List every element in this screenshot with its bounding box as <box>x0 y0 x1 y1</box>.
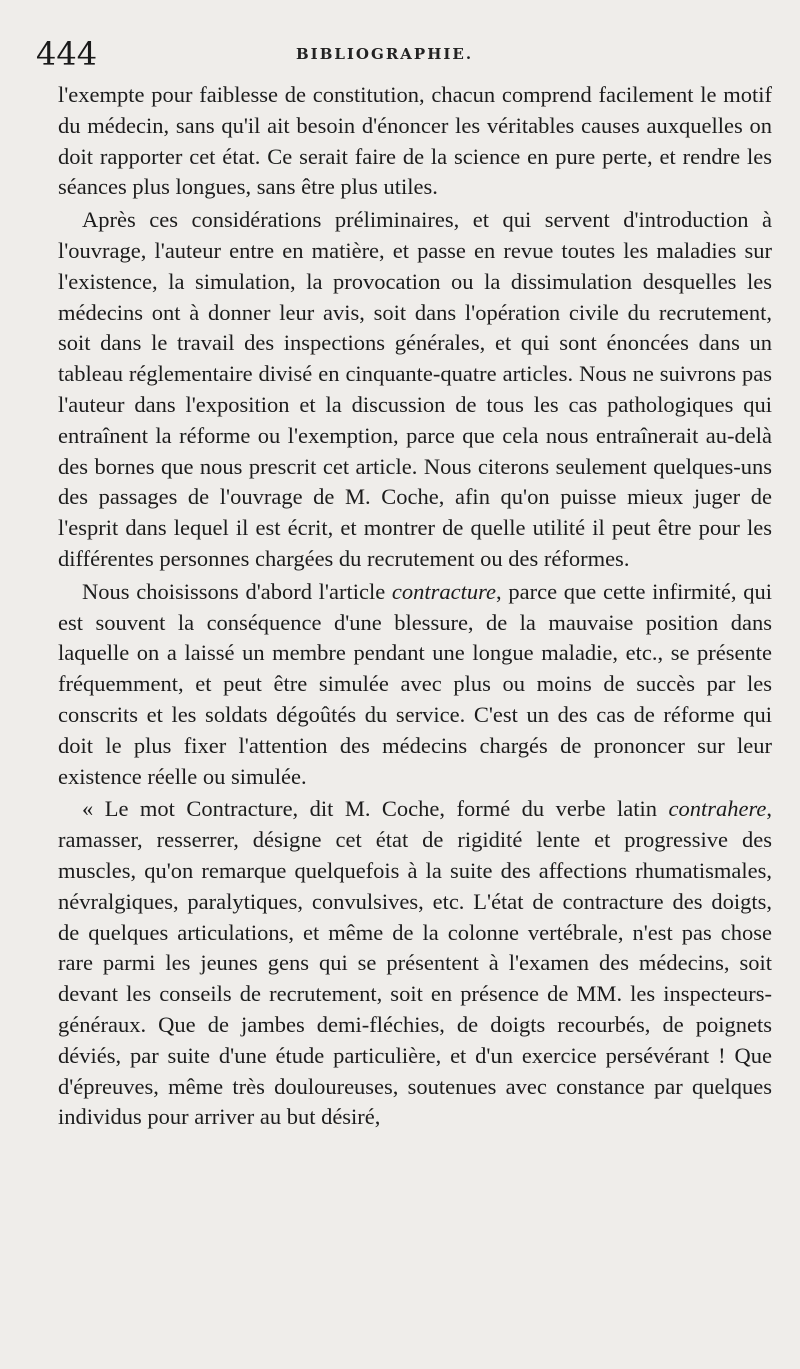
paragraph-text-before: « Le mot Contracture, dit M. Coche, formé du verbe latin <box>82 796 669 822</box>
paragraph-ouvrage-overview: Après ces considérations préliminaires, et qui servent d'introduction à l'ouvrage, l'auteur entre en matière, et passe en revue toutes les maladies sur l'existence, la simulation, la provocation ou la dissimulation desquelles les médecins ont à donner leur avis, soit dans l'opération civile du recrutement, soit dans le travail des inspections générales, et qui sont énoncées dans un tableau réglementaire divisé en cinquante-quatre articles. Nous ne suivrons pas l'auteur dans l'exposition et la discussion de tous les cas pathologiques qui entraînent la réforme ou l'exemption, parce que cela nous entraînerait au-delà des bornes que nous prescrit cet article. Nous citerons seulement quelques-uns des passages de l'ouvrage de M. Coche, afin qu'on puisse mieux juger de l'esprit dans lequel il est écrit, et montrer de quelle utilité il peut être pour les différentes personnes chargées du recrutement ou des réformes. <box>58 207 772 571</box>
emphasis-term: contrahere <box>668 796 767 822</box>
body-text <box>58 80 772 1133</box>
page-number: 444 <box>36 35 98 73</box>
emphasis-term: contracture <box>391 578 497 604</box>
paragraph-text-after: , ramasser, resserrer, désigne cet état de rigidité lente et progressive des muscles, qu'on remarque quelquefois à la suite des affections rhumatismales, névralgiques, paralytiques, convulsives, etc. L'état de contracture des doigts, de quelques articulations, et même de la colonne vertébrale, n'est pas chose rare parmi les jeunes gens qui se présentent à l'examen des médecins, soit devant les conseils de recrutement, soit en présence de MM. les inspecteurs-généraux. Que de jambes demi-fléchies, de doigts recourbés, de poignets déviés, par suite d'une étude particulière, et d'un exercice persévérant ! Que d'épreuves, même très douloureuses, soutenues avec constance par quelques individus pour arriver au but désiré, <box>58 796 772 1130</box>
paragraph-contracture-intro <box>58 577 772 793</box>
paragraph-continuation: l'exempte pour faiblesse de constitution, chacun comprend facilement le motif du médecin, sans qu'il ait besoin d'énoncer les véritables causes auxquelles on doit rapporter cet état. Ce serait faire de la science en pure perte, et rendre les séances plus longues, sans être plus utiles. <box>58 82 772 200</box>
page-header <box>36 34 756 74</box>
paragraph-text-after: , parce que cette infirmité, qui est souvent la conséquence d'une blessure, de la mauvaise position dans laquelle on a laissé un membre pendant une longue maladie, etc., se présente fréquemment, et peut être simulée avec plus ou moins de succès par les conscrits et les soldats dégoûtés du service. C'est un des cas de réforme qui doit le plus fixer l'attention des médecins chargés de prononcer sur leur existence réelle ou simulée. <box>58 578 772 789</box>
running-title: BIBLIOGRAPHIE. <box>296 45 474 63</box>
paragraph-text-before: Nous choisissons d'abord l'article <box>82 578 392 604</box>
paragraph-quotation <box>58 794 772 1133</box>
